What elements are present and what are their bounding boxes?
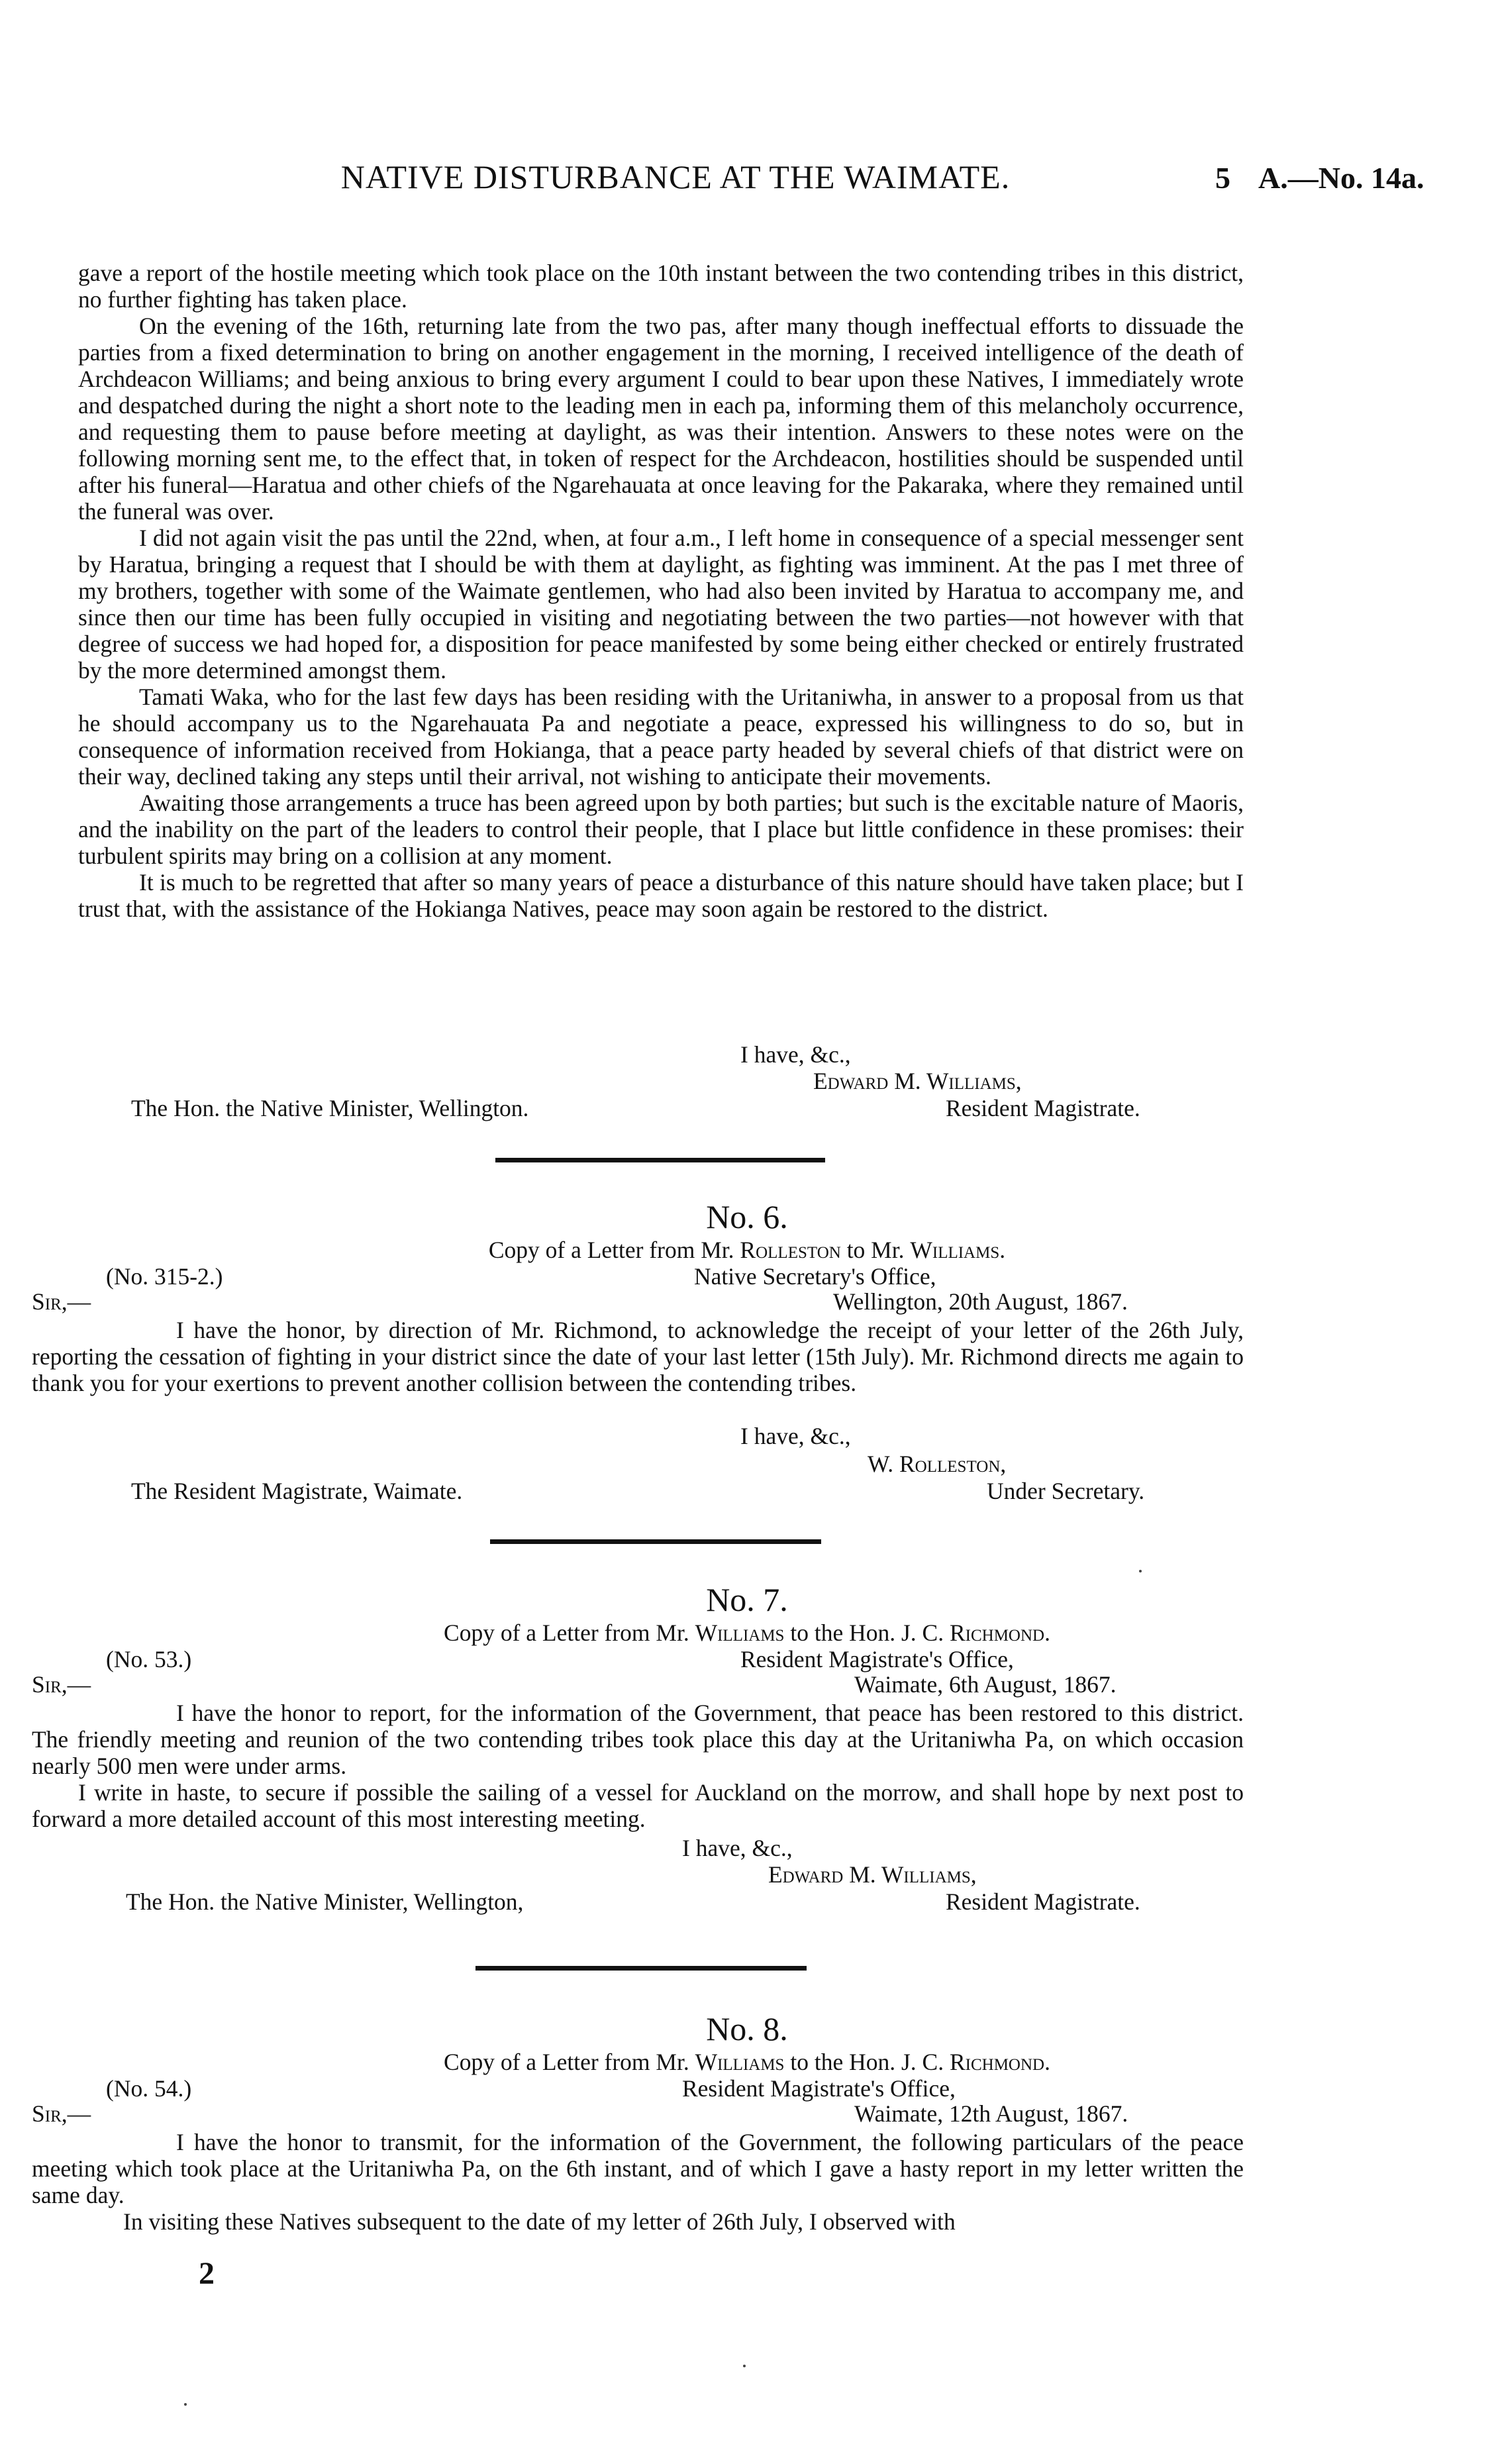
letter-caption	[0, 1236, 1494, 1264]
print-speck	[1139, 1570, 1142, 1572]
office: Native Secretary's Office,	[694, 1263, 936, 1290]
signer: Edward M. Williams,	[813, 1068, 1022, 1094]
addressee: The Resident Magistrate, Waimate.	[131, 1478, 463, 1504]
place-date: Wellington, 20th August, 1867.	[833, 1288, 1128, 1315]
intro-text	[78, 260, 1244, 922]
office: Resident Magistrate's Office,	[682, 2075, 956, 2102]
reference-number: (No. 54.)	[106, 2075, 192, 2102]
running-header	[0, 158, 1494, 204]
place-date: Waimate, 12th August, 1867.	[854, 2100, 1128, 2127]
paragraph: gave a report of the hostile meeting which took place on the 10th instant between the two contending tribes in this district, no further fighting has taken place.	[78, 260, 1244, 313]
letter-number: No. 7.	[706, 1581, 788, 1618]
letter-caption	[0, 2048, 1494, 2076]
caption-recipient: Richmond.	[949, 1619, 1050, 1646]
letter-caption	[0, 1619, 1494, 1647]
paragraph: Tamati Waka, who for the last few days has been residing with the Uritaniwha, in answer to a proposal from us that he should accompany us to the Ngarehauata Pa and negotiate a peace, expressed his willingness to do so, but in consequence of information received from Hokianga, that a peace party headed by several chiefs of that district were on their way, declined taking any steps until their arrival, not wishing to anticipate their movements.	[78, 684, 1244, 790]
salutation: Sir,—	[32, 1288, 91, 1315]
caption-sender: Williams	[695, 1619, 785, 1646]
signer: Edward M. Williams,	[768, 1861, 977, 1888]
divider	[495, 1158, 825, 1162]
divider	[490, 1539, 821, 1544]
print-speck	[743, 2365, 746, 2367]
closing: I have, &c.,	[740, 1423, 851, 1449]
letter-body	[32, 2129, 1244, 2235]
paragraph: I have the honor, by direction of Mr. Richmond, to acknowledge the receipt of your letter of the 26th July, reporting the cessation of fighting in your district since the date of your last letter (15th July). Mr. Richmond directs me again to thank you for your exertions to prevent another collision between the contending tribes.	[32, 1317, 1244, 1396]
reference-number: (No. 315-2.)	[106, 1263, 223, 1290]
page-number: 5	[1215, 161, 1230, 195]
reference-number: (No. 53.)	[106, 1646, 192, 1672]
letter-body	[32, 1700, 1244, 1832]
place-date: Waimate, 6th August, 1867.	[854, 1671, 1117, 1698]
printer-signature-mark: 2	[199, 2256, 215, 2291]
page-title: NATIVE DISTURBANCE AT THE WAIMATE.	[340, 158, 1011, 195]
caption-text: Copy of a Letter from Mr.	[488, 1237, 734, 1263]
signer-title: Under Secretary.	[987, 1478, 1145, 1504]
salutation: Sir,—	[32, 2100, 91, 2127]
addressee: The Hon. the Native Minister, Wellington.	[131, 1095, 529, 1121]
letter-number: No. 8.	[706, 2010, 788, 2047]
caption-text: to the Hon. J. C.	[790, 2049, 944, 2075]
paper-reference: A.—No. 14a.	[1258, 161, 1424, 195]
caption-recipient: Williams.	[910, 1237, 1006, 1263]
closing: I have, &c.,	[682, 1835, 793, 1861]
signer-title: Resident Magistrate.	[946, 1095, 1140, 1121]
paragraph: I did not again visit the pas until the 22nd, when, at four a.m., I left home in consequence of a special messenger sent by Haratua, bringing a request that I should be with them at daylight, as fighting was imminent. At the pas I met three of my brothers, together with some of the Waimate gentlemen, who had also been invited by Haratua to accompany me, and since then our time has been fully occupied in visiting and negotiating between the two parties—not however with that degree of success we had hoped for, a disposition for peace manifested by some being either checked or entirely frustrated by the more determined amongst them.	[78, 525, 1244, 684]
paragraph: It is much to be regretted that after so many years of peace a disturbance of this nature should have taken place; but I trust that, with the assistance of the Hokianga Natives, peace may soon again be restored to the district.	[78, 869, 1244, 922]
office: Resident Magistrate's Office,	[740, 1646, 1014, 1672]
caption-recipient: Richmond.	[949, 2049, 1050, 2075]
divider	[475, 1966, 807, 1971]
paragraph: I write in haste, to secure if possible the sailing of a vessel for Auckland on the morrow, and shall hope by next post to forward a more detailed account of this most interesting meeting.	[32, 1779, 1244, 1832]
caption-text: to Mr.	[846, 1237, 905, 1263]
paragraph: In visiting these Natives subsequent to the date of my letter of 26th July, I observed with	[123, 2208, 956, 2235]
signer-title: Resident Magistrate.	[946, 1888, 1140, 1915]
letter-body	[32, 1317, 1244, 1396]
paragraph: I have the honor to transmit, for the information of the Government, the following particulars of the peace meeting which took place at the Uritaniwha Pa, on the 6th instant, and of which I gave a hasty report in my letter written the same day.	[32, 2129, 1244, 2208]
signer: W. Rolleston,	[868, 1451, 1007, 1477]
salutation: Sir,—	[32, 1671, 91, 1698]
paragraph: On the evening of the 16th, returning late from the two pas, after many though ineffectual efforts to dissuade the parties from a fixed determination to bring on another engagement in the morning, I received intelligence of the death of Archdeacon Williams; and being anxious to bring every argument I could to bear upon these Natives, I immediately wrote and despatched during the night a short note to the leading men in each pa, informing them of this melancholy occurrence, and requesting them to pause before meeting at daylight, as was their intention. Answers to these notes were on the following morning sent me, to the effect that, in token of respect for the Archdeacon, hostilities should be suspended until after his funeral—Haratua and other chiefs of the Ngarehauata at once leaving for the Pakaraka, where they remained until the funeral was over.	[78, 313, 1244, 525]
addressee: The Hon. the Native Minister, Wellington,	[126, 1888, 524, 1915]
caption-text: Copy of a Letter from Mr.	[444, 2049, 689, 2075]
letter-number: No. 6.	[706, 1198, 788, 1235]
caption-sender: Williams	[695, 2049, 785, 2075]
paragraph: Awaiting those arrangements a truce has been agreed upon by both parties; but such is the excitable nature of Maoris, and the inability on the part of the leaders to control their people, that I place but little confidence in these promises: their turbulent spirits may bring on a collision at any moment.	[78, 790, 1244, 869]
caption-text: to the Hon. J. C.	[790, 1619, 944, 1646]
caption-sender: Rolleston	[740, 1237, 841, 1263]
caption-text: Copy of a Letter from Mr.	[444, 1619, 689, 1646]
print-speck	[184, 2403, 187, 2406]
paragraph: I have the honor to report, for the information of the Government, that peace has been restored to this district. The friendly meeting and reunion of the two contending tribes took place this day at the Uritaniwha Pa, on which occasion nearly 500 men were under arms.	[32, 1700, 1244, 1779]
closing: I have, &c.,	[740, 1041, 851, 1068]
